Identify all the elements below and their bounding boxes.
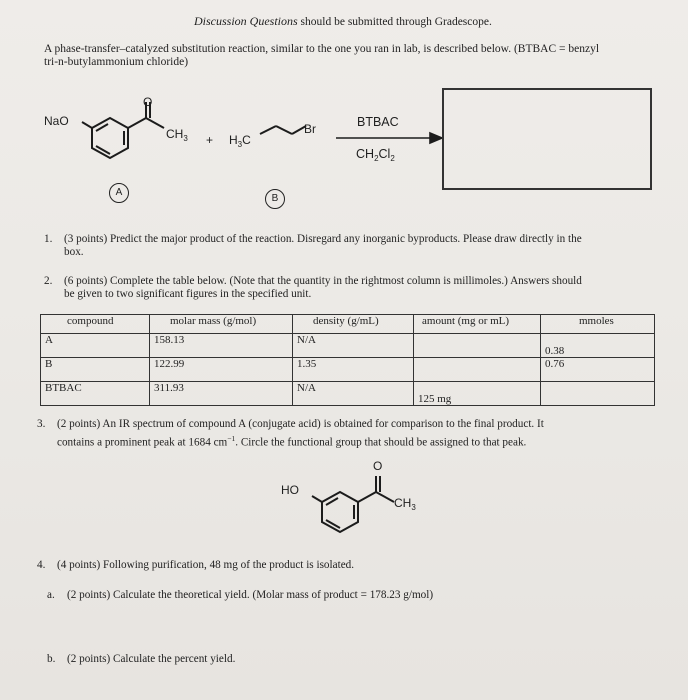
header-density-text: density (g/mL) xyxy=(313,315,379,327)
catalyst-label: BTBAC xyxy=(357,115,399,129)
cell-mmoles: 0.76 xyxy=(541,358,655,382)
cell-molar-mass: 122.99 xyxy=(150,358,293,382)
q3-line-1: (2 points) An IR spectrum of compound A (conjugate acid) is obtained for comparison to the final product. It xyxy=(57,418,544,430)
header-mmoles xyxy=(541,315,655,334)
q3-line-2-end: . Circle the functional group that should be assigned to that peak. xyxy=(235,436,527,449)
q1-line-2: box. xyxy=(64,246,84,258)
intro-line-1: A phase-transfer–catalyzed substitution reaction, similar to the one you ran in lab, is described below. (BTBAC = benzyl xyxy=(44,43,600,55)
question-4b xyxy=(47,653,235,667)
acid-ring[interactable] xyxy=(322,492,358,532)
cell-compound: A xyxy=(41,334,150,358)
plus-sign: + xyxy=(206,133,214,147)
table-header-row xyxy=(41,315,655,334)
question-3 xyxy=(37,418,544,432)
header-compound xyxy=(41,315,150,334)
solvent-label xyxy=(356,147,395,163)
table-row xyxy=(41,358,655,382)
header-title-rest: should be submitted through Gradescope. xyxy=(297,16,492,28)
header-mmoles-text: mmoles xyxy=(579,315,614,327)
h3c-sub: 3 xyxy=(237,140,243,149)
h3c-h: H xyxy=(229,133,238,147)
acid-ch3-text: CH xyxy=(394,496,412,510)
compound-b-chain xyxy=(260,126,306,134)
acid-ch3-sub: 3 xyxy=(411,503,416,512)
reagent-table xyxy=(40,314,655,406)
table-row xyxy=(41,334,655,358)
header-density xyxy=(293,315,414,334)
q4a-letter: a. xyxy=(47,589,55,601)
label-a-circle: A xyxy=(109,183,129,203)
cell-mmoles[interactable] xyxy=(541,382,655,406)
cell-amount[interactable] xyxy=(414,334,541,358)
cell-molar-mass: 158.13 xyxy=(150,334,293,358)
compound-a-carbonyl-o: O xyxy=(143,95,153,109)
q4-text: (4 points) Following purification, 48 mg of the product is isolated. xyxy=(57,559,355,571)
q2-line-2: be given to two significant figures in the specified unit. xyxy=(64,288,312,300)
q1-number: 1. xyxy=(44,233,53,245)
compound-b-br: Br xyxy=(304,122,316,136)
q4a-text: (2 points) Calculate the theoretical yield. (Molar mass of product = 178.23 g/mol) xyxy=(67,589,434,601)
acid-methyl[interactable] xyxy=(394,496,416,512)
cell-density: 1.35 xyxy=(293,358,414,382)
q2-line-1: (6 points) Complete the table below. (Note that the quantity in the rightmost column is millimoles.) Answers should xyxy=(64,275,582,287)
cell-mmoles: 0.38 xyxy=(541,334,655,358)
q3-number: 3. xyxy=(37,418,46,430)
q4b-text: (2 points) Calculate the percent yield. xyxy=(67,653,236,665)
compound-a-methyl xyxy=(166,127,188,143)
cell-compound: B xyxy=(41,358,150,382)
q4-number: 4. xyxy=(37,559,46,571)
cell-density: N/A xyxy=(293,334,414,358)
product-answer-box[interactable] xyxy=(442,88,652,190)
intro-line-2: tri-n-butylammonium chloride) xyxy=(44,56,189,68)
header-amount xyxy=(414,315,541,334)
question-1 xyxy=(44,233,582,247)
solvent-cl: Cl xyxy=(378,147,391,161)
q3-line-2 xyxy=(57,432,526,450)
ch3-text: CH xyxy=(166,127,184,141)
acid-ho-group[interactable]: HO xyxy=(281,483,299,497)
header-molar-mass xyxy=(150,315,293,334)
compound-a-ring xyxy=(82,102,164,158)
solvent-sub1: 2 xyxy=(374,154,379,163)
header-molar-mass-text: molar mass (g/mol) xyxy=(170,315,257,327)
ch3-sub: 3 xyxy=(183,134,188,143)
label-b-circle: B xyxy=(265,189,285,209)
q3-superscript: −1 xyxy=(227,434,236,443)
question-4a xyxy=(47,589,433,603)
cell-density: N/A xyxy=(293,382,414,406)
cell-compound: BTBAC xyxy=(41,382,150,406)
compound-a-nao: NaO xyxy=(44,114,69,128)
solvent-ch: CH xyxy=(356,147,375,161)
question-4 xyxy=(37,559,354,573)
question-2 xyxy=(44,275,582,289)
cell-amount: 125 mg xyxy=(414,382,541,406)
page-header xyxy=(194,14,492,29)
header-title-italic: Discussion Questions xyxy=(194,14,298,28)
table-row xyxy=(41,382,655,406)
h3c-c: C xyxy=(242,133,251,147)
header-amount-text: amount (mg or mL) xyxy=(422,315,510,327)
q1-line-1: (3 points) Predict the major product of the reaction. Disregard any inorganic byproducts. Please draw directly in the xyxy=(64,233,582,245)
compound-b-h3c xyxy=(229,133,251,149)
header-compound-text: compound xyxy=(67,315,114,327)
cell-amount[interactable] xyxy=(414,358,541,382)
acid-carbonyl-o[interactable]: O xyxy=(373,459,383,473)
cell-molar-mass: 311.93 xyxy=(150,382,293,406)
q4b-letter: b. xyxy=(47,653,56,665)
solvent-sub2: 2 xyxy=(390,154,395,163)
reaction-arrow xyxy=(336,133,442,143)
q2-number: 2. xyxy=(44,275,53,287)
q3-line-2-text: contains a prominent peak at 1684 cm xyxy=(57,436,228,449)
